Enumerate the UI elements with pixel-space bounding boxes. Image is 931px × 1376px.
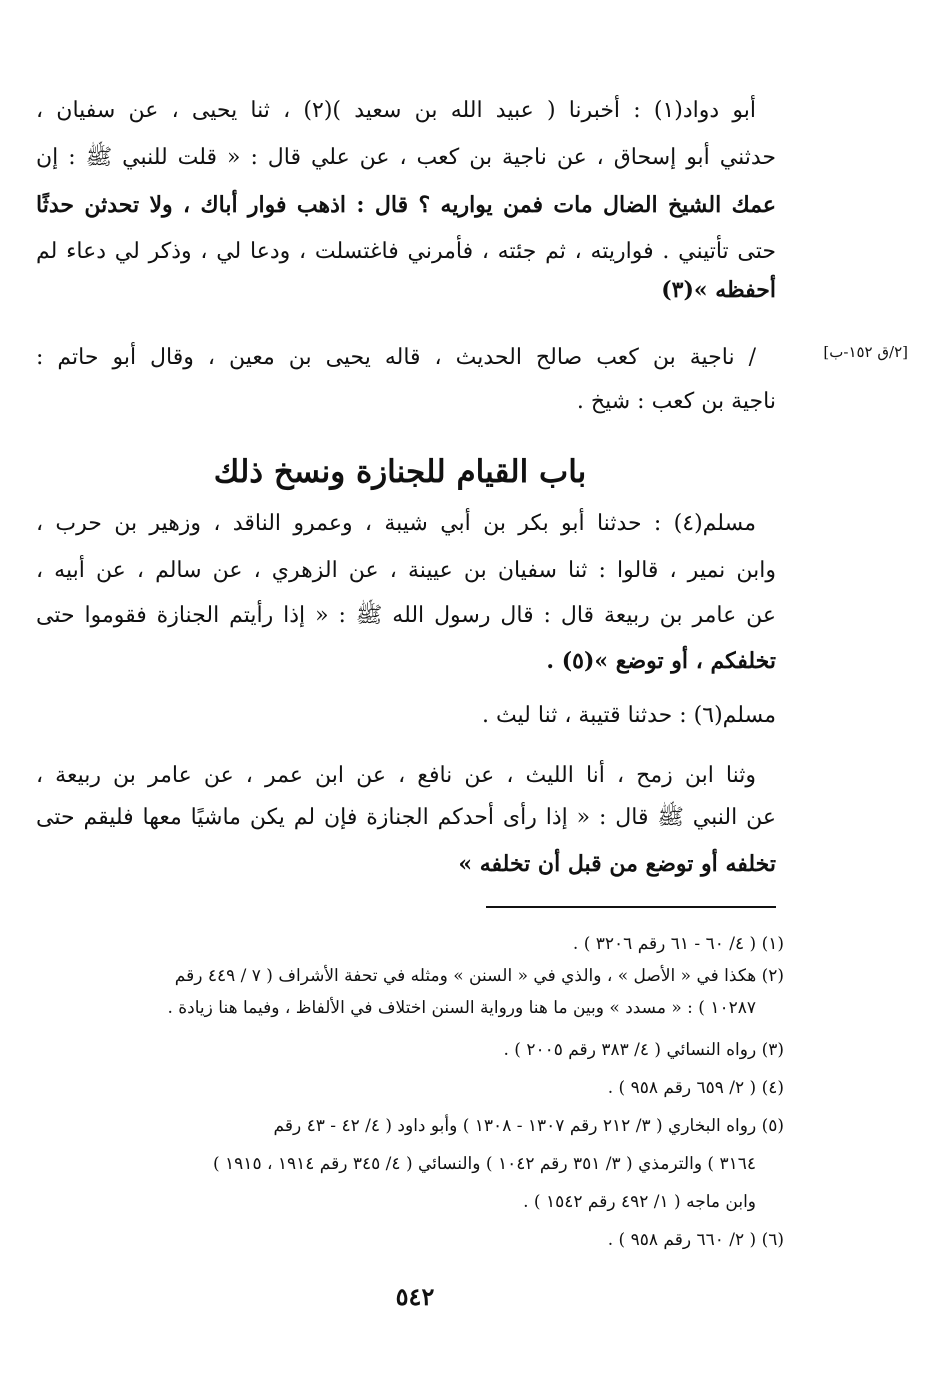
footnote-line: (٢) هكذا في « الأصل » ، والذي في « السنن » ومثله في تحفة الأشراف ( ٧ / ٤٤٩ رقم: [174, 966, 784, 986]
footnote-line: ١٠٢٨٧ ) : « مسدد » وبين ما هنا ورواية السنن اختلاف في الألفاظ ، وفيما هنا زيادة .: [167, 998, 756, 1018]
paragraph1-line: أحفظه »(٣): [661, 277, 776, 303]
manuscript-folio-note: [٢/ق ١٥٢-ب]: [823, 343, 908, 361]
footnote-line: (١) ( ٤/ ٦٠ - ٦١ رقم ٣٢٠٦ ) .: [572, 934, 784, 954]
paragraph1-line: حدثني أبو إسحاق ، عن ناجية بن كعب ، عن علي قال : « قلت للنبي ﷺ : إن: [36, 145, 776, 170]
footnote-separator: [486, 906, 776, 908]
paragraph4-line: مسلم(٦) : حدثنا قتيبة ، ثنا ليث .: [481, 703, 776, 728]
paragraph3-line: مسلم(٤) : حدثنا أبو بكر بن أبي شيبة ، وعمرو الناقد ، وزهير بن حرب ،: [36, 511, 756, 536]
page-number: ٥٤٢: [395, 1282, 435, 1311]
chapter-heading: باب القيام للجنازة ونسخ ذلك: [213, 454, 587, 490]
paragraph3-line: تخلفكم ، أو توضع »(٥) .: [546, 648, 776, 674]
paragraph2-line: / ناجية بن كعب صالح الحديث ، قاله يحيى بن معين ، وقال أبو حاتم :: [36, 345, 756, 370]
paragraph1-line: حتى تأتيني . فواريته ، ثم جئته ، فأمرني فاغتسلت ، ودعا لي ، وذكر لي دعاء لم: [36, 239, 776, 264]
paragraph5-line: تخلفه أو توضع من قبل أن تخلفه »: [458, 851, 776, 877]
footnote-line: (٣) رواه النسائي ( ٤/ ٣٨٣ رقم ٢٠٠٥ ) .: [503, 1040, 784, 1060]
paragraph2-line: ناجية بن كعب : شيخ .: [576, 389, 776, 414]
paragraph1-line: عمك الشيخ الضال مات فمن يواريه ؟ قال : اذهب فوار أباك ، ولا تحدثن حدثًا: [36, 192, 776, 218]
footnote-line: وابن ماجه ( ١/ ٤٩٢ رقم ١٥٤٢ ) .: [523, 1192, 756, 1212]
paragraph3-line: وابن نمير ، قالوا : ثنا سفيان بن عيينة ، عن الزهري ، عن سالم ، عن أبيه ،: [36, 558, 776, 583]
paragraph1-line: أبو دواد(١) : أخبرنا ( عبيد الله بن سعيد )(٢) ، ثنا يحيى ، عن سفيان ،: [36, 98, 756, 123]
footnote-line: (٥) رواه البخاري ( ٣/ ٢١٢ رقم ١٣٠٧ - ١٣٠٨ ) وأبو داود ( ٤/ ٤٢ - ٤٣ رقم: [273, 1116, 784, 1136]
paragraph5-line: عن النبي ﷺ قال : « إذا رأى أحدكم الجنازة فإن لم يكن ماشيًا معها فليقم حتى: [36, 805, 776, 830]
footnote-line: (٦) ( ٢/ ٦٦٠ رقم ٩٥٨ ) .: [607, 1230, 784, 1250]
paragraph3-line: عن عامر بن ربيعة قال : قال رسول الله ﷺ : « إذا رأيتم الجنازة فقوموا حتى: [36, 603, 776, 628]
footnote-line: (٤) ( ٢/ ٦٥٩ رقم ٩٥٨ ) .: [607, 1078, 784, 1098]
footnote-line: ٣١٦٤ ) والترمذي ( ٣/ ٣٥١ رقم ١٠٤٢ ) والنسائي ( ٤/ ٣٤٥ رقم ١٩١٤ ، ١٩١٥ ): [213, 1154, 756, 1174]
paragraph5-line: وثنا ابن زمح ، أنا الليث ، عن نافع ، عن ابن عمر ، عن عامر بن ربيعة ،: [36, 763, 756, 788]
